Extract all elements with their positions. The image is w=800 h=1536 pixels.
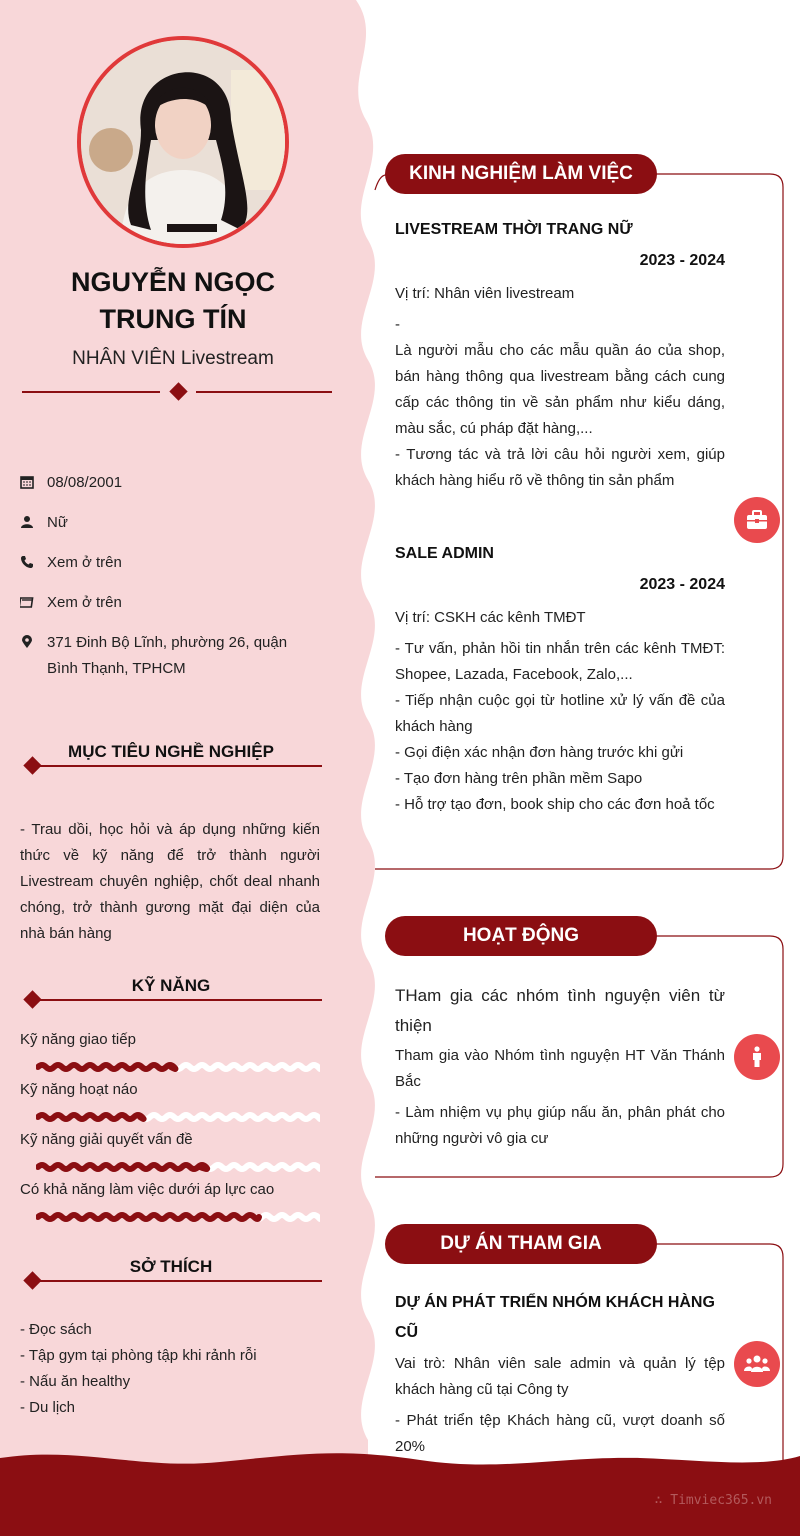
job-line: - Hỗ trợ tạo đơn, book ship cho các đơn hoả tốc <box>395 796 715 813</box>
skills-heading: KỸ NĂNG <box>131 976 211 995</box>
job-line: Là người mẫu cho các mẫu quần áo của shop, bán hàng thông qua livestream bằng cách cung cấp các thông tin về sản phẩm như kiểu dáng, màu sắc, cú pháp đặt hàng,... <box>395 342 725 437</box>
job-position: Vị trí: Nhân viên livestream <box>395 285 575 302</box>
skill-name: Kỹ năng hoạt náo <box>20 1081 138 1098</box>
job-line: - Tư vấn, phản hồi tin nhắn trên các kênh TMĐT: Shopee, Lazada, Facebook, Zalo,... <box>395 640 725 683</box>
job-line: - Tiếp nhận cuộc gọi từ hotline xử lý vấn đề của khách hàng <box>395 692 725 735</box>
avatar <box>77 36 289 248</box>
person-icon <box>750 1046 764 1068</box>
project-role: Vai trò: Nhân viên sale admin và quản lý tệp khách hàng cũ tại Công ty <box>395 1355 725 1398</box>
skill-name: Kỹ năng giao tiếp <box>20 1031 136 1048</box>
project-title: DỰ ÁN PHÁT TRIỂN NHÓM KHÁCH HÀNG CŨ <box>395 1294 715 1341</box>
email-text: Xem ở trên <box>47 594 122 611</box>
birthday-text: 08/08/2001 <box>47 474 123 491</box>
activities-icon-circle <box>734 1034 780 1080</box>
skill-name: Kỹ năng giải quyết vấn đề <box>20 1131 193 1148</box>
objective-heading: MỤC TIÊU NGHỀ NGHIỆP <box>68 742 274 761</box>
calendar-icon <box>20 475 34 489</box>
watermark-text: Timviec365.vn <box>670 1493 772 1508</box>
job-company: LIVESTREAM THỜI TRANG NỮ <box>395 221 633 238</box>
job-years: 2023 - 2024 <box>639 252 725 269</box>
address-line-2: Bình Thạnh, TPHCM <box>47 660 186 677</box>
info-birthday <box>20 470 320 496</box>
info-gender <box>20 510 320 536</box>
skill-bar-fill <box>38 1065 175 1069</box>
job-years: 2023 - 2024 <box>639 576 725 593</box>
info-phone <box>20 550 320 576</box>
hobby-item: - Tập gym tại phòng tập khi rảnh rỗi <box>20 1347 257 1364</box>
activity-item: - Làm nhiệm vụ phụ giúp nấu ăn, phân phát cho những người vô gia cư <box>395 1104 725 1147</box>
activity-item: THam gia các nhóm tình nguyện viên từ thiện <box>395 986 725 1035</box>
activities-heading: HOẠT ĐỘNG <box>385 916 657 956</box>
projects-icon-circle <box>734 1341 780 1387</box>
job-company: SALE ADMIN <box>395 545 494 562</box>
experience-icon-circle <box>734 497 780 543</box>
hobbies-heading: SỞ THÍCH <box>129 1257 213 1276</box>
name-line-2: TRUNG TÍN <box>99 304 247 334</box>
info-email <box>20 590 320 616</box>
skill-bar-entertaining <box>36 1110 320 1124</box>
hobby-item: - Nấu ăn healthy <box>20 1373 131 1390</box>
candidate-name <box>20 264 326 338</box>
name-line-1: NGUYỄN NGỌC <box>70 267 276 297</box>
skill-bar-fill <box>38 1115 144 1119</box>
job-line: - Gọi điện xác nhận đơn hàng trước khi gửi <box>395 744 684 761</box>
title-divider <box>22 382 332 402</box>
activity-item: Tham gia vào Nhóm tình nguyện HT Văn Thánh Bắc <box>395 1047 725 1090</box>
hobby-item: - Đọc sách <box>20 1321 92 1338</box>
job-line: - Tương tác và trả lời câu hỏi người xem, giúp khách hàng hiểu rõ về thông tin sản phẩm <box>395 446 725 489</box>
gender-text: Nữ <box>47 514 68 531</box>
briefcase-icon <box>746 510 768 530</box>
skill-bar-problem-solving <box>36 1160 320 1174</box>
skill-bar-pressure <box>36 1210 320 1224</box>
skill-bar-fill <box>38 1215 259 1219</box>
address-line-1: 371 Đinh Bộ Lĩnh, phường 26, quận <box>47 634 288 651</box>
user-icon <box>20 515 34 529</box>
phone-icon <box>20 555 34 569</box>
job-line: - Tạo đơn hàng trên phần mềm Sapo <box>395 770 643 787</box>
group-icon <box>744 1354 770 1374</box>
info-address <box>20 630 320 682</box>
skill-name: Có khả năng làm việc dưới áp lực cao <box>20 1181 275 1198</box>
mail-icon <box>20 595 34 609</box>
phone-text: Xem ở trên <box>47 554 122 571</box>
watermark: ∴ Timviec365.vn <box>654 1493 772 1508</box>
project-line: - Phát triển tệp Khách hàng cũ, vượt doanh số 20% <box>395 1412 725 1455</box>
objective-text: - Trau dồi, học hỏi và áp dụng những kiến thức về kỹ năng để trở thành người Livestream chuyên nghiệp, chốt deal nhanh chóng, trở thành gương mặt đại diện của nhà bán hàng <box>20 821 320 942</box>
job-position: Vị trí: CSKH các kênh TMĐT <box>395 609 586 626</box>
experience-heading: KINH NGHIỆM LÀM VIỆC <box>385 154 657 194</box>
job-title: NHÂN VIÊN Livestream <box>72 348 274 369</box>
job-line: - <box>395 316 400 333</box>
skill-bar-communication <box>36 1060 320 1074</box>
hobby-item: - Du lịch <box>20 1399 76 1416</box>
skill-bar-fill <box>38 1165 207 1169</box>
location-pin-icon <box>20 635 34 649</box>
projects-heading: DỰ ÁN THAM GIA <box>385 1224 657 1264</box>
